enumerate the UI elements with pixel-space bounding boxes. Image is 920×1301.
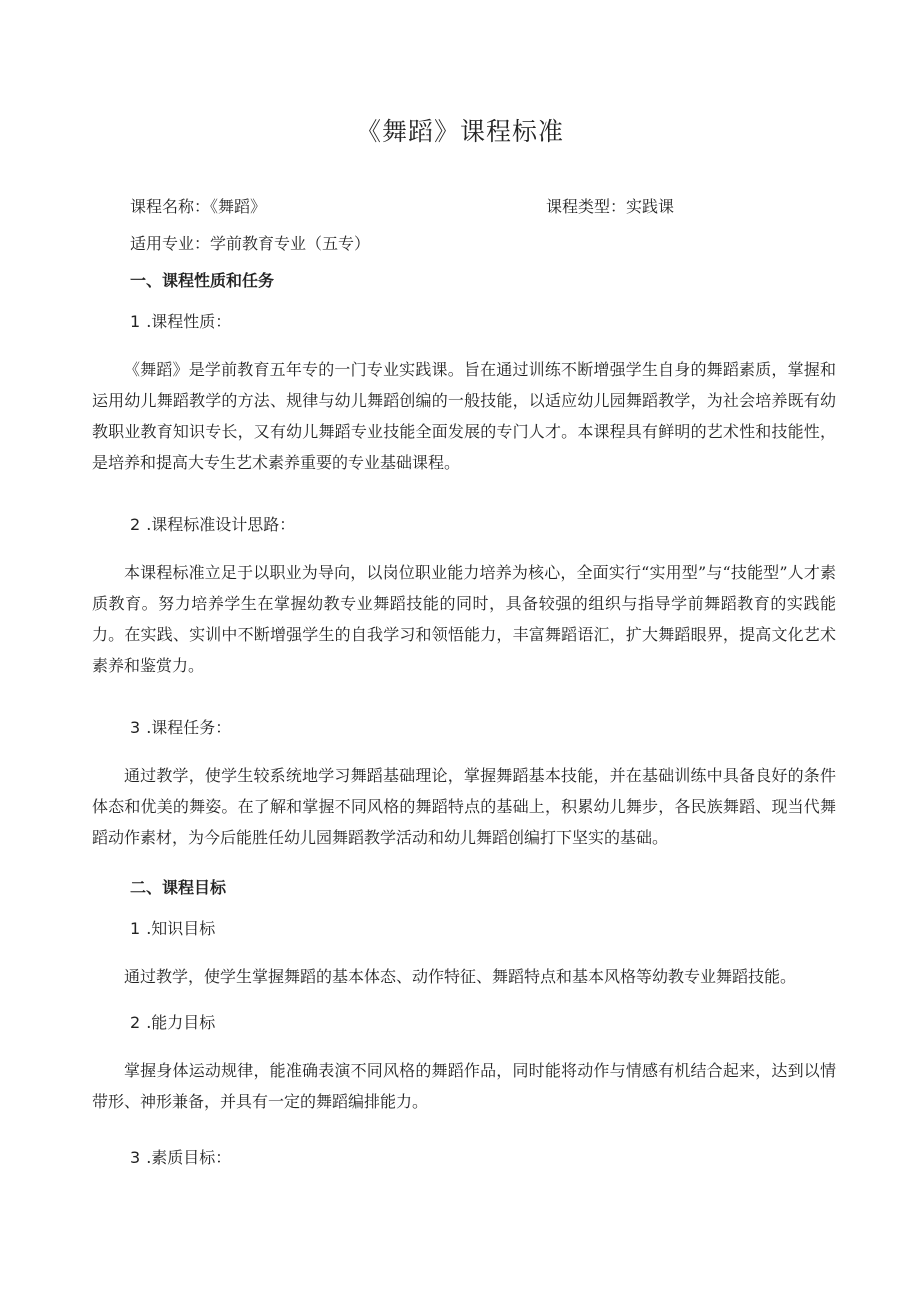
subheading-ability-goal <box>130 1010 215 1033</box>
subheading-number: 1 <box>130 919 141 938</box>
subheading-label: .素质目标： <box>146 1148 232 1167</box>
subheading-number: 1 <box>130 312 141 331</box>
subheading-course-nature <box>130 309 231 332</box>
applicable-major: 适用专业：学前教育专业（五专） <box>130 234 371 253</box>
subheading-label: .课程标准设计思路： <box>146 515 296 534</box>
subheading-label: .知识目标 <box>146 919 216 938</box>
section-heading-goals: 二、课程目标 <box>130 878 227 897</box>
subheading-number: 2 <box>130 515 141 534</box>
subheading-knowledge-goal <box>130 916 215 939</box>
paragraph-ability-goal: 掌握身体运动规律，能准确表演不同风格的舞蹈作品，同时能将动作与情感有机结合起来，达到以情带形、神形兼备，并具有一定的舞蹈编排能力。 <box>92 1061 836 1111</box>
subheading-number: 3 <box>130 718 141 737</box>
paragraph-knowledge-goal: 通过教学，使学生掌握舞蹈的基本体态、动作特征、舞蹈特点和基本风格等幼教专业舞蹈技能。 <box>124 967 797 986</box>
paragraph-design-idea: 本课程标准立足于以职业为导向，以岗位职业能力培养为核心，全面实行“实用型”与“技能型”人才素质教育。努力培养学生在掌握幼教专业舞蹈技能的同时，具备较强的组织与指导学前舞蹈教育的实践能力。在实践、实训中不断增强学生的自我学习和领悟能力，丰富舞蹈语汇，扩大舞蹈眼界，提高文化艺术素养和鉴赏力。 <box>92 563 836 675</box>
subheading-number: 3 <box>130 1148 141 1167</box>
subheading-design-idea <box>130 512 295 535</box>
subheading-label: .课程任务： <box>146 718 232 737</box>
course-name: 课程名称：《舞蹈》 <box>130 197 267 216</box>
section-heading-nature: 一、课程性质和任务 <box>130 271 275 290</box>
subheading-quality-goal <box>130 1145 231 1168</box>
paragraph-course-nature: 《舞蹈》是学前教育五年专的一门专业实践课。旨在通过训练不断增强学生自身的舞蹈素质，掌握和运用幼儿舞蹈教学的方法、规律与幼儿舞蹈创编的一般技能，以适应幼儿园舞蹈教学，为社会培养既有幼教职业教育知识专长，又有幼儿舞蹈专业技能全面发展的专门人才。本课程具有鲜明的艺术性和技能性，是培养和提高大专生艺术素养重要的专业基础课程。 <box>92 360 836 472</box>
page-title: 《舞蹈》课程标准 <box>355 117 564 146</box>
subheading-label: .能力目标 <box>146 1013 216 1032</box>
subheading-course-task <box>130 715 231 738</box>
paragraph-course-task: 通过教学，使学生较系统地学习舞蹈基础理论，掌握舞蹈基本技能，并在基础训练中具备良好的条件体态和优美的舞姿。在了解和掌握不同风格的舞蹈特点的基础上，积累幼儿舞步，各民族舞蹈、现当代舞蹈动作素材，为今后能胜任幼儿园舞蹈教学活动和幼儿舞蹈创编打下坚实的基础。 <box>92 766 836 847</box>
course-type: 课程类型：实践课 <box>546 197 675 216</box>
subheading-number: 2 <box>130 1013 141 1032</box>
subheading-label: .课程性质： <box>146 312 232 331</box>
